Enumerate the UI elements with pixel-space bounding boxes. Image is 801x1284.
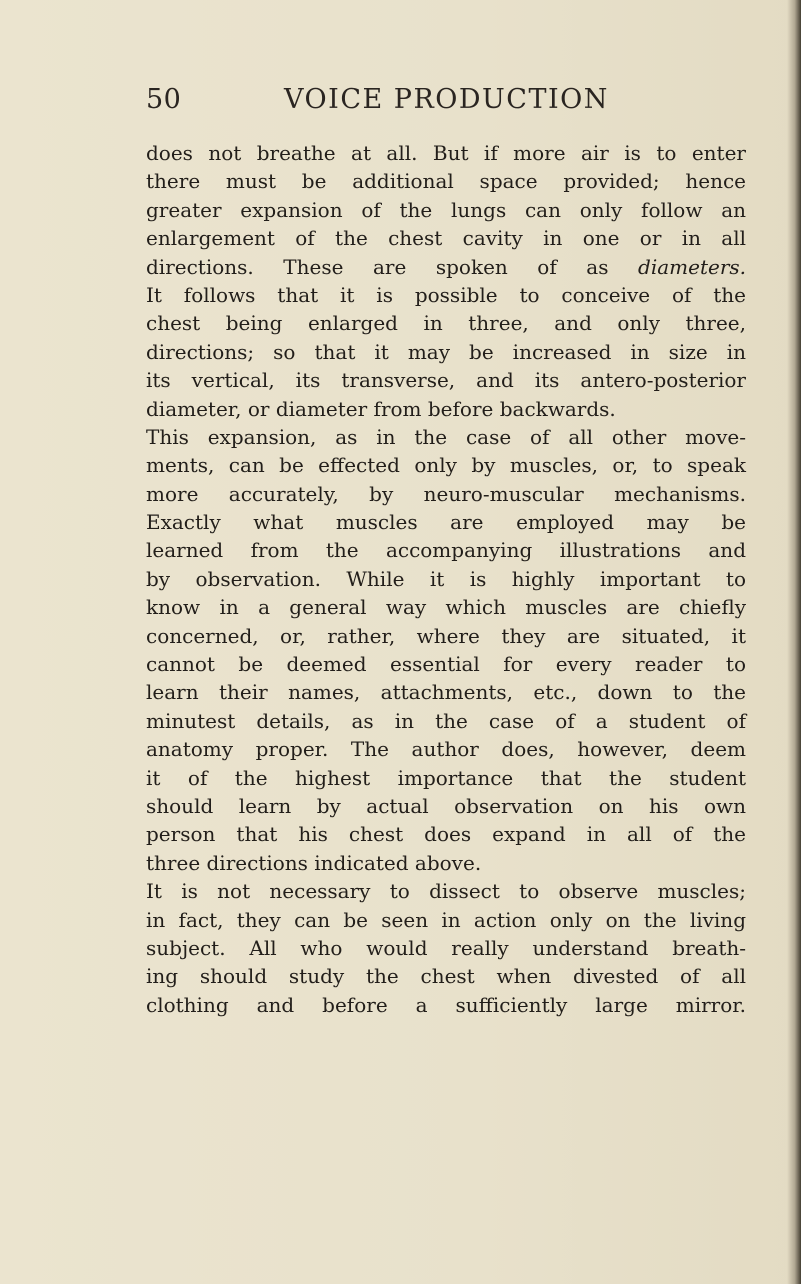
text-line: three directions indicated above. xyxy=(146,850,482,875)
text-line: should learn by actual observation on his own xyxy=(146,793,746,818)
text-line: subject. All who would really understand breath- xyxy=(146,935,746,960)
text-line: enlargement of the chest cavity in one or in all xyxy=(146,226,746,251)
text-line: diameter, or diameter from before backwards. xyxy=(146,396,616,421)
text-line: It follows that it is possible to conceive of the xyxy=(146,282,746,307)
text-line: more accurately, by neuro-muscular mechanisms. xyxy=(146,481,746,506)
text-line: clothing and before a sufficiently large mirror. xyxy=(146,992,746,1017)
text-line-with-italic xyxy=(146,253,746,281)
running-head xyxy=(146,84,746,124)
text-line: cannot be deemed essential for every reader to xyxy=(146,652,746,677)
text-line: it of the highest importance that the student xyxy=(146,765,746,790)
text-line: person that his chest does expand in all of the xyxy=(146,822,746,847)
text-line: ments, can be effected only by muscles, or, to speak xyxy=(146,453,746,478)
body-text xyxy=(146,139,746,1019)
running-title: VOICE PRODUCTION xyxy=(284,84,609,115)
text-line: there must be additional space provided; hence xyxy=(146,169,746,194)
page-number: 50 xyxy=(146,84,182,115)
text-line: ing should study the chest when divested of all xyxy=(146,964,746,989)
text-line: know in a general way which muscles are chiefly xyxy=(146,595,746,620)
text-line: does not breathe at all. But if more air is to enter xyxy=(146,141,746,165)
text-line: learn their names, attachments, etc., down to the xyxy=(146,680,746,705)
text-line: Exactly what muscles are employed may be xyxy=(146,510,746,535)
text-segment: directions. These are spoken of as xyxy=(146,254,609,279)
text-line: directions; so that it may be increased in size in xyxy=(146,339,746,364)
page-edge-shadow xyxy=(787,0,801,1284)
paragraph-start-line: It is not necessary to dissect to observe muscles; xyxy=(146,879,746,904)
italic-term: diameters. xyxy=(638,254,746,279)
text-line: chest being enlarged in three, and only three, xyxy=(146,311,746,336)
text-line: concerned, or, rather, where they are situated, it xyxy=(146,623,746,648)
text-line: minutest details, as in the case of a student of xyxy=(146,708,746,733)
text-line: learned from the accompanying illustrations and xyxy=(146,538,746,563)
text-line: anatomy proper. The author does, however, deem xyxy=(146,737,746,762)
text-line: greater expansion of the lungs can only follow an xyxy=(146,197,746,222)
text-line: by observation. While it is highly important to xyxy=(146,566,746,591)
text-line: in fact, they can be seen in action only on the living xyxy=(146,907,746,932)
text-line: its vertical, its transverse, and its antero-posterior xyxy=(146,368,746,393)
paragraph-start-line: This expansion, as in the case of all other move- xyxy=(146,424,746,449)
